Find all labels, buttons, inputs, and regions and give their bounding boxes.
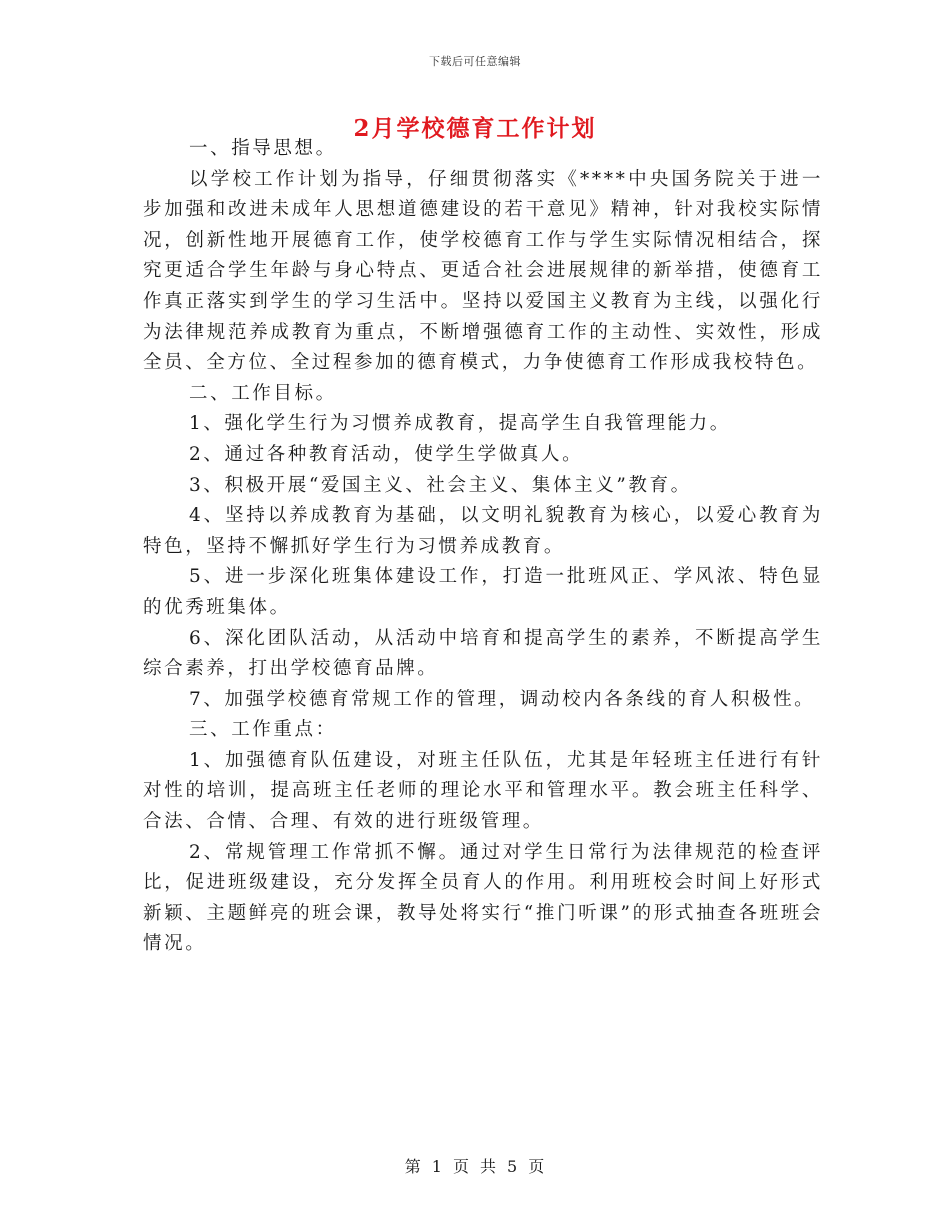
page-label-suffix: 页 [528, 1157, 546, 1176]
focus-item-1: 1、加强德育队伍建设，对班主任队伍，尤其是年轻班主任进行有针对性的培训，提高班主任老师的理论水平和管理水平。教会班主任科学、合法、合情、合理、有效的进行班级管理。 [143, 749, 823, 833]
goal-item-5: 5、进一步深化班集体建设工作，打造一批班风正、学风浓、特色显的优秀班集体。 [143, 566, 823, 618]
goal-item-4: 4、坚持以养成教育为基础，以文明礼貌教育为核心，以爱心教育为特色，坚持不懈抓好学生行为习惯养成教育。 [143, 505, 823, 557]
document-body [143, 134, 823, 960]
page-label-mid: 页 [452, 1157, 470, 1176]
goal-item-7: 7、加强学校德育常规工作的管理，调动校内各条线的育人积极性。 [189, 688, 816, 710]
page-footer [0, 1154, 950, 1177]
page-label-prefix: 第 [404, 1157, 422, 1176]
goal-item-1: 1、强化学生行为习惯养成教育，提高学生自我管理能力。 [189, 413, 731, 435]
total-label-prefix: 共 [480, 1157, 498, 1176]
section-heading-work-focus: 三、工作重点： [189, 719, 337, 741]
goal-item-6: 6、深化团队活动，从活动中培育和提高学生的素养，不断提高学生综合素养，打出学校德育品牌。 [143, 627, 823, 680]
total-page-number: 5 [507, 1157, 519, 1176]
goal-item-3: 3、积极开展“爱国主义、社会主义、集体主义”教育。 [189, 474, 692, 496]
paragraph-guiding-thought: 以学校工作计划为指导，仔细贯彻落实《****中央国务院关于进一步加强和改进未成年人思想道德建设的若干意见》精神，针对我校实际情况，创新性地开展德育工作，使学校德育工作与学生实际情况相结合，探究更适合学生年龄与身心特点、更适合社会进展规律的新举措，使德育工作真正落实到学生的学习生活中。坚持以爱国主义教育为主线，以强化行为法律规范养成教育为重点，不断增强德育工作的主动性、实效性，形成全员、全方位、全过程参加的德育模式，力争使德育工作形成我校特色。 [143, 168, 823, 374]
document-title: 2月学校德育工作计划 [353, 115, 597, 142]
section-heading-work-goals: 二、工作目标。 [189, 382, 337, 404]
current-page-number: 1 [431, 1157, 443, 1176]
focus-item-2: 2、常规管理工作常抓不懈。通过对学生日常行为法律规范的检查评比，促进班级建设，充分发挥全员育人的作用。利用班校会时间上好形式新颖、主题鲜亮的班会课，教导处将实行“推门听课”的形式抽查各班班会情况。 [143, 841, 823, 955]
section-heading-guiding-thought: 一、指导思想。 [189, 138, 337, 159]
goal-item-2: 2、通过各种教育活动，使学生学做真人。 [189, 443, 584, 465]
header-note: 下载后可任意编辑 [429, 55, 521, 68]
